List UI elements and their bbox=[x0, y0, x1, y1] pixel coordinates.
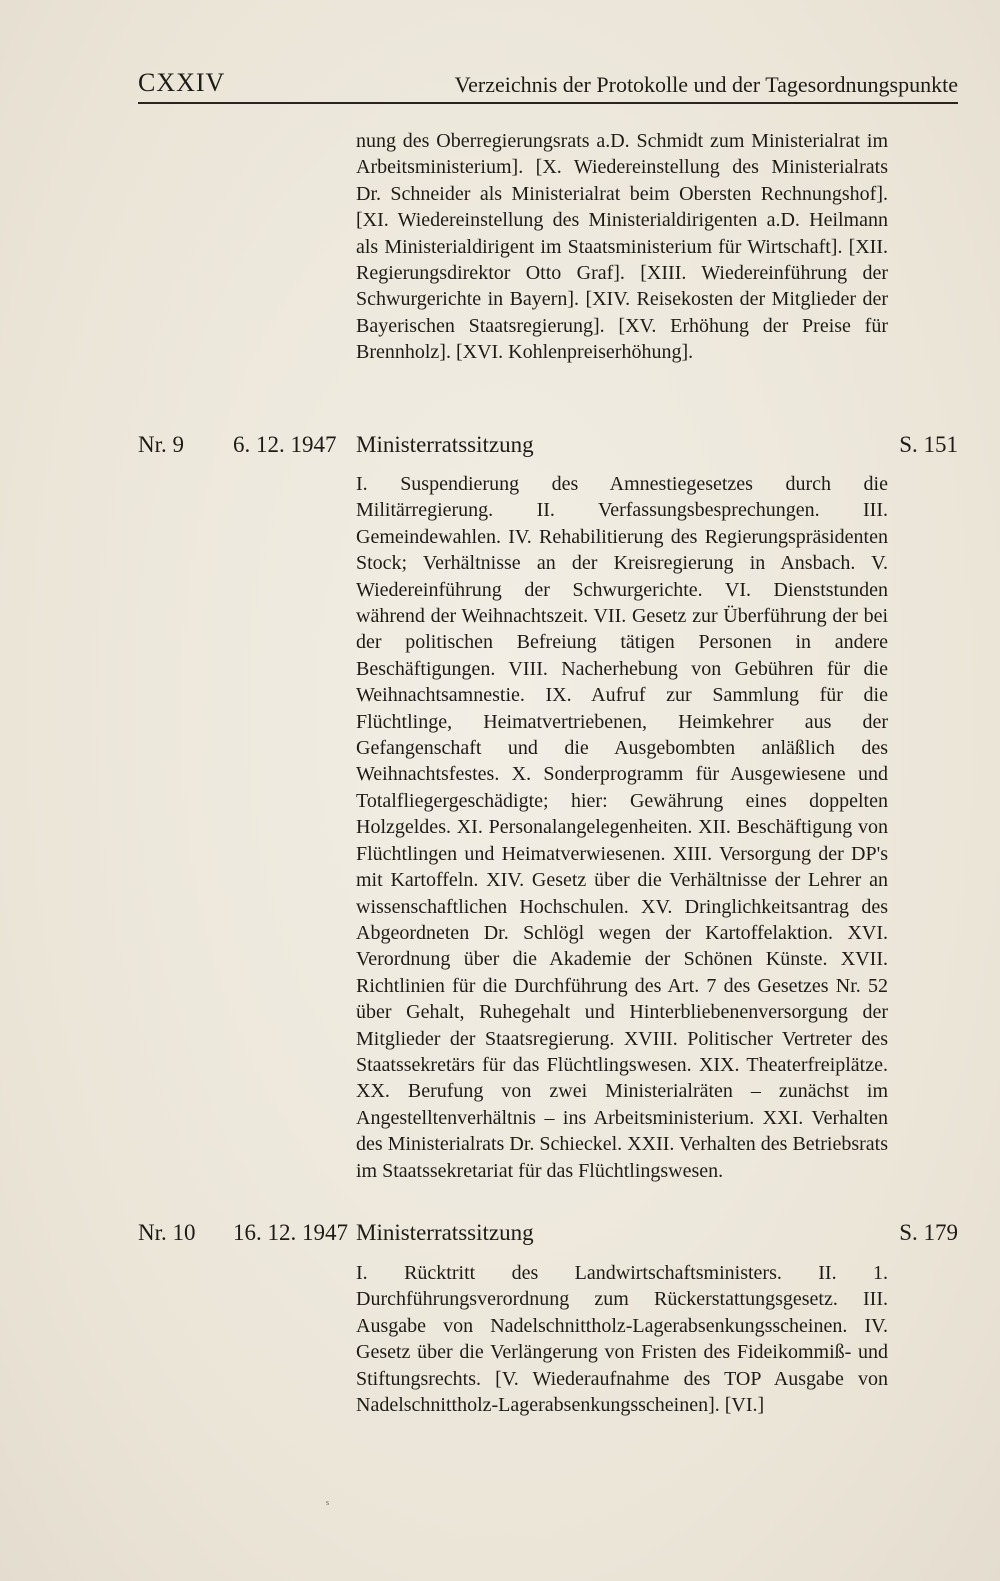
entry-title: Ministerratssitzung bbox=[356, 1220, 534, 1245]
entry-date: 6. 12. 1947 bbox=[233, 432, 337, 457]
entry-date: 16. 12. 1947 bbox=[233, 1220, 348, 1245]
page-number-roman: CXXIV bbox=[138, 68, 226, 97]
entry-number: Nr. 10 bbox=[138, 1220, 196, 1245]
entry-agenda-text: I. Rücktritt des Landwirtschaftsministers. II. 1. Durchführungsverordnung zum Rückerstattungsgesetz. III. Ausgabe von Nadelschnittholz-Lagerabsenkungsscheinen. IV. Gesetz über die Verlängerung von Fristen des Fideikommiß- und Stiftungsrechts. [V. Wiederaufnahme des TOP Ausgabe von Nadelschnittholz-Lagerabsenkungsscheinen]. [VI.] bbox=[356, 1262, 888, 1417]
page-header bbox=[138, 68, 958, 104]
entry-title: Ministerratssitzung bbox=[356, 432, 534, 457]
entry-page-ref: S. 151 bbox=[899, 432, 958, 457]
print-mark: ˢ bbox=[326, 1498, 329, 1513]
protocol-entry-heading bbox=[138, 1220, 958, 1250]
entry-agenda-text: I. Suspendierung des Amnestiegesetzes durch die Militärregierung. II. Verfassungsbesprechungen. III. Gemeindewahlen. IV. Rehabilitierung des Regierungspräsidenten Stock; Verhältnisse an der Kreisregierung in Ansbach. V. Wiedereinführung der Schwurgerichte. VI. Dienststunden während der Weihnachtszeit. VII. Gesetz zur Überführung der bei der politischen Befreiung tätigen Personen in andere Beschäftigungen. VIII. Nacherhebung von Gebühren für die Weihnachtsamnestie. IX. Aufruf zur Sammlung für die Flüchtlinge, Heimatvertriebenen, Heimkehrer aus der Gefangenschaft und die Ausgebombten anläßlich des Weihnachtsfestes. X. Sonderprogramm für Ausgewiesene und Totalfliegergeschädigte; hier: Gewährung eines doppelten Holzgeldes. XI. Personalangelegenheiten. XII. Beschäftigung von Flüchtlingen und Heimatverwiesenen. XIII. Versorgung der DP's mit Kartoffeln. XIV. Gesetz über die Verhältnisse der Lehrer an wissenschaftlichen Hochschulen. XV. Dringlichkeitsantrag des Abgeordneten Dr. Schlögl wegen der Kartoffelaktion. XVI. Verordnung über die Akademie der Schönen Künste. XVII. Richtlinien für die Durchführung des Art. 7 des Gesetzes Nr. 52 über Gehalt, Ruhegehalt und Hinterbliebenenversorgung der Mitglieder der Staatsregierung. XVIII. Politischer Vertreter des Staatssekretärs für das Flüchtlingswesen. XIX. Theaterfreiplätze. XX. Berufung von zwei Ministerialräten – zunächst im Angestelltenverhältnis – ins Arbeitsministerium. XXI. Verhalten des Ministerialrats Dr. Schieckel. XXII. Verhalten des Betriebsrats im Staatssekretariat für das Flüchtlingswesen. bbox=[356, 473, 888, 1182]
continuation-text: nung des Oberregierungsrats a.D. Schmidt zum Ministerialrat im Arbeitsministerium]. [X. Wiedereinstellung des Ministerialrats Dr. Schneider als Ministerialrat beim Obersten Rechnungshof]. [XI. Wiedereinstellung des Ministerialdirigenten a.D. Heilmann als Ministerialdirigent im Staatsministerium für Wirtschaft]. [XII. Regierungsdirektor Otto Graf]. [XIII. Wiedereinführung der Schwurgerichte in Bayern]. [XIV. Reisekosten der Mitglieder der Bayerischen Staatsregierung]. [XV. Erhöhung der Preise für Brennholz]. [XVI. Kohlenpreiserhöhung]. bbox=[356, 130, 888, 364]
entry-page-ref: S. 179 bbox=[899, 1220, 958, 1245]
entry-number: Nr. 9 bbox=[138, 432, 184, 457]
running-title: Verzeichnis der Protokolle und der Tagesordnungspunkte bbox=[454, 72, 958, 97]
protocol-entry-heading bbox=[138, 432, 958, 462]
